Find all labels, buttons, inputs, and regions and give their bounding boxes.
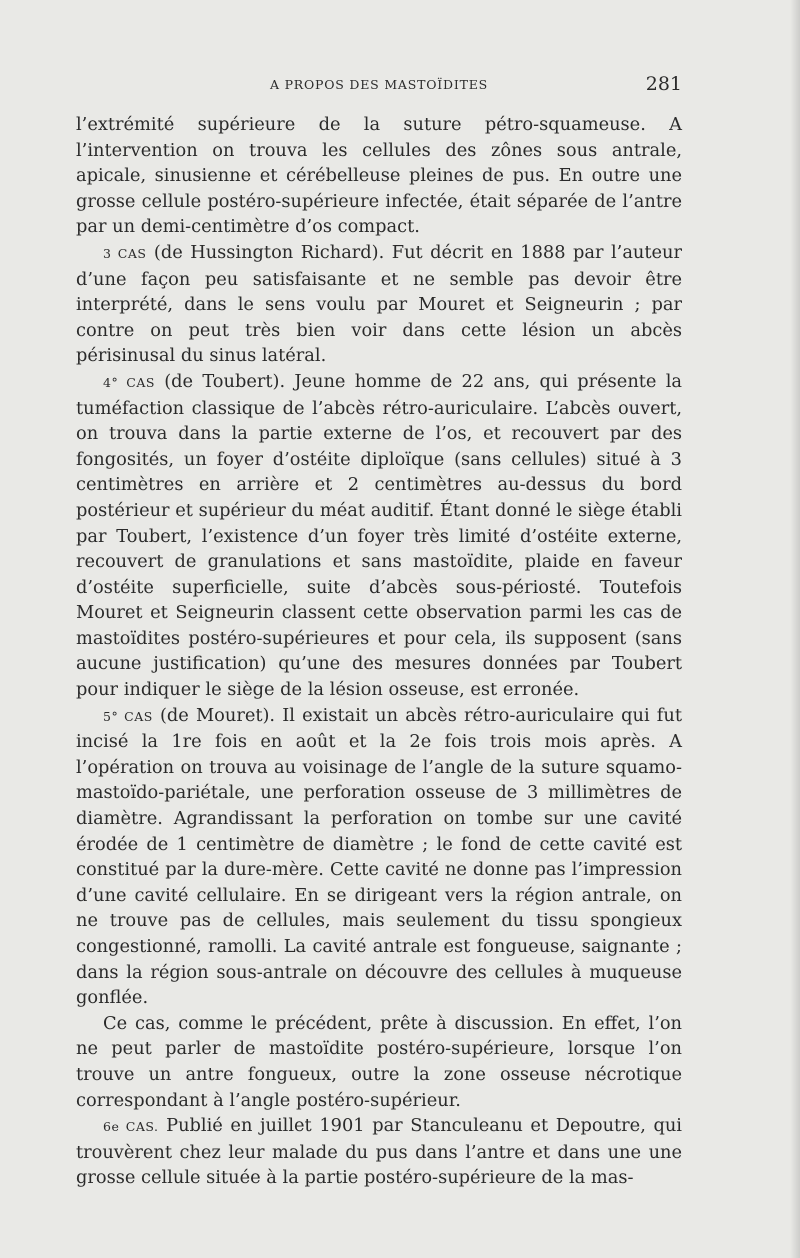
body-text <box>76 112 682 1191</box>
paragraph <box>76 1113 682 1191</box>
paragraph <box>76 240 682 369</box>
paragraph <box>76 112 682 240</box>
paragraph <box>76 369 682 703</box>
paragraph-text: Ce cas, comme le précédent, prête à discussion. En effet, l’on ne peut parler de mastoïdite postéro-supérieure, lorsque l’on trouve un antre fongueux, outre la zone osseuse nécrotique correspondant à l’angle postéro-supérieur. <box>76 1012 682 1111</box>
running-head <box>76 74 682 98</box>
paragraph-text: (de Mouret). Il existait un abcès rétro-auriculaire qui fut incisé la 1re fois en août et la 2e fois trois mois après. A l’opération on trouva au voisinage de l’angle de la suture squamo-mastoïdo-pariétale, une perforation osseuse de 3 millimètres de diamètre. Agrandissant la perforation on tombe sur une cavité érodée de 1 centimètre de diamètre ; le fond de cette cavité est constitué par la dure-mère. Cette cavité ne donne pas l’impression d’une cavité cellulaire. En se dirigeant vers la région antrale, on ne trouve pas de cellules, mais seulement du tissu spongieux congestionné, ramolli. La cavité antrale est fongueuse, saignante ; dans la région sous-antrale on découvre des cellules à muqueuse gonflée. <box>76 704 682 1009</box>
paragraph <box>76 703 682 1011</box>
paragraph <box>76 1011 682 1113</box>
page-number: 281 <box>645 73 682 95</box>
paragraph-text: Publié en juillet 1901 par Stanculeanu et Depoutre, qui trouvèrent chez leur malade du pus dans l’antre et dans une une grosse cellule située à la partie postéro-supérieure de la mas- <box>76 1115 682 1189</box>
case-number: 5° CAS <box>103 708 153 724</box>
paragraph-text: (de Hussington Richard). Fut décrit en 1888 par l’auteur d’une façon peu satisfaisante et ne semble pas devoir être interprété, dans le sens voulu par Mouret et Seigneurin ; par contre on peut très bien voir dans cette lésion un abcès périsinusal du sinus latéral. <box>76 241 682 367</box>
case-number: 6e CAS. <box>103 1119 159 1135</box>
case-number: 3 CAS <box>103 245 147 261</box>
case-number: 4° CAS <box>103 374 155 390</box>
running-title: A PROPOS DES MASTOÏDITES <box>269 77 489 92</box>
paragraph-text: l’extrémité supérieure de la suture pétro-squameuse. A l’intervention on trouva les cellules des zônes sous antrale, apicale, sinusienne et cérébelleuse pleines de pus. En outre une grosse cellule postéro-supérieure infectée, était séparée de l’antre par un demi-centimètre d’os compact. <box>76 114 682 238</box>
paragraph-text: (de Toubert). Jeune homme de 22 ans, qui présente la tuméfaction classique de l’abcès rétro-auriculaire. L’abcès ouvert, on trouva dans la partie externe de l’os, et recouvert par des fongosités, un foyer d’ostéite diploïque (sans cellules) situé à 3 centimètres en arrière et 2 centimètres au-dessus du bord postérieur et supérieur du méat auditif. Étant donné le siège établi par Toubert, l’existence d’un foyer très limité d’ostéite externe, recouvert de granulations et sans mastoïdite, plaide en faveur d’ostéite superficielle, suite d’abcès sous-périosté. Toutefois Mouret et Seigneurin classent cette observation parmi les cas de mastoïdites postéro-supérieures et pour cela, ils supposent (sans aucune justification) qu’une des mesures données par Toubert pour indiquer le siège de la lésion osseuse, est erronée. <box>76 370 682 701</box>
